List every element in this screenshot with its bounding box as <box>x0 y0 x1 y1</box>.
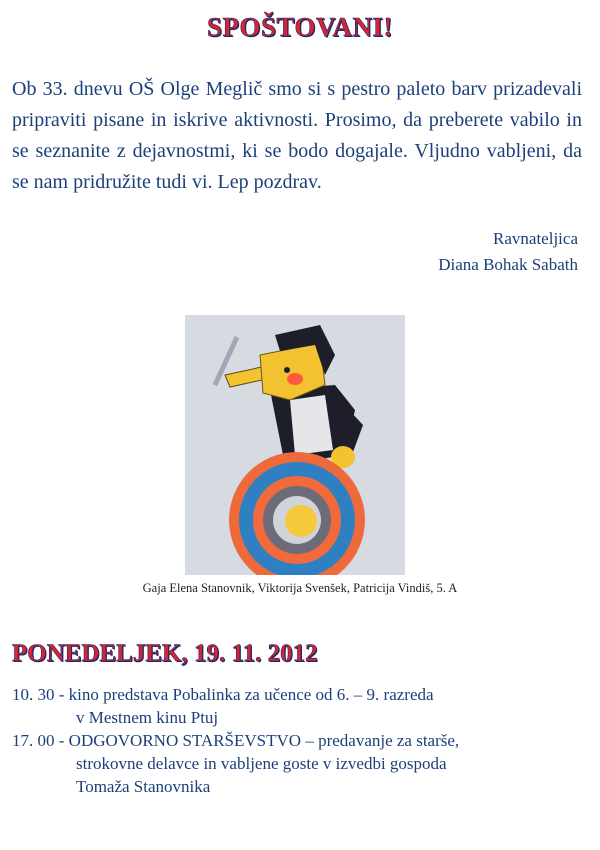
signature-name: Diana Bohak Sabath <box>438 255 578 274</box>
event-line: 10. 30 - kino predstava Pobalinka za učence od 6. – 9. razreda <box>12 685 434 704</box>
page-title: SPOŠTOVANI! <box>206 12 394 42</box>
day-heading: PONEDELJEK, 19. 11. 2012 <box>12 640 318 667</box>
artwork-caption: Gaja Elena Stanovnik, Viktorija Svenšek, Patricija Vindiš, 5. A <box>142 581 458 595</box>
event-item <box>12 729 592 798</box>
event-line: strokovne delavce in vabljene goste v izvedbi gospoda <box>76 754 447 773</box>
paper-collage-figure-icon <box>185 315 405 575</box>
event-list <box>12 683 592 798</box>
event-line: v Mestnem kinu Ptuj <box>76 708 219 727</box>
artwork-image <box>185 315 405 575</box>
event-item <box>12 683 592 729</box>
intro-paragraph: Ob 33. dnevu OŠ Olge Meglič smo si s pestro paleto barv prizadevali pripraviti pisane in iskrive aktivnosti. Prosimo, da preberete vabilo in se seznanite z dejavnostmi, ki se bodo dogajale. Vljudno vabljeni, da se nam pridružite tudi vi. Lep pozdrav. <box>12 78 582 193</box>
event-line: 17. 00 - ODGOVORNO STARŠEVSTVO – predavanje za starše, <box>12 731 460 750</box>
event-line: Tomaža Stanovnika <box>76 777 211 796</box>
signature-block <box>438 226 578 278</box>
signature-role: Ravnateljica <box>493 229 578 248</box>
